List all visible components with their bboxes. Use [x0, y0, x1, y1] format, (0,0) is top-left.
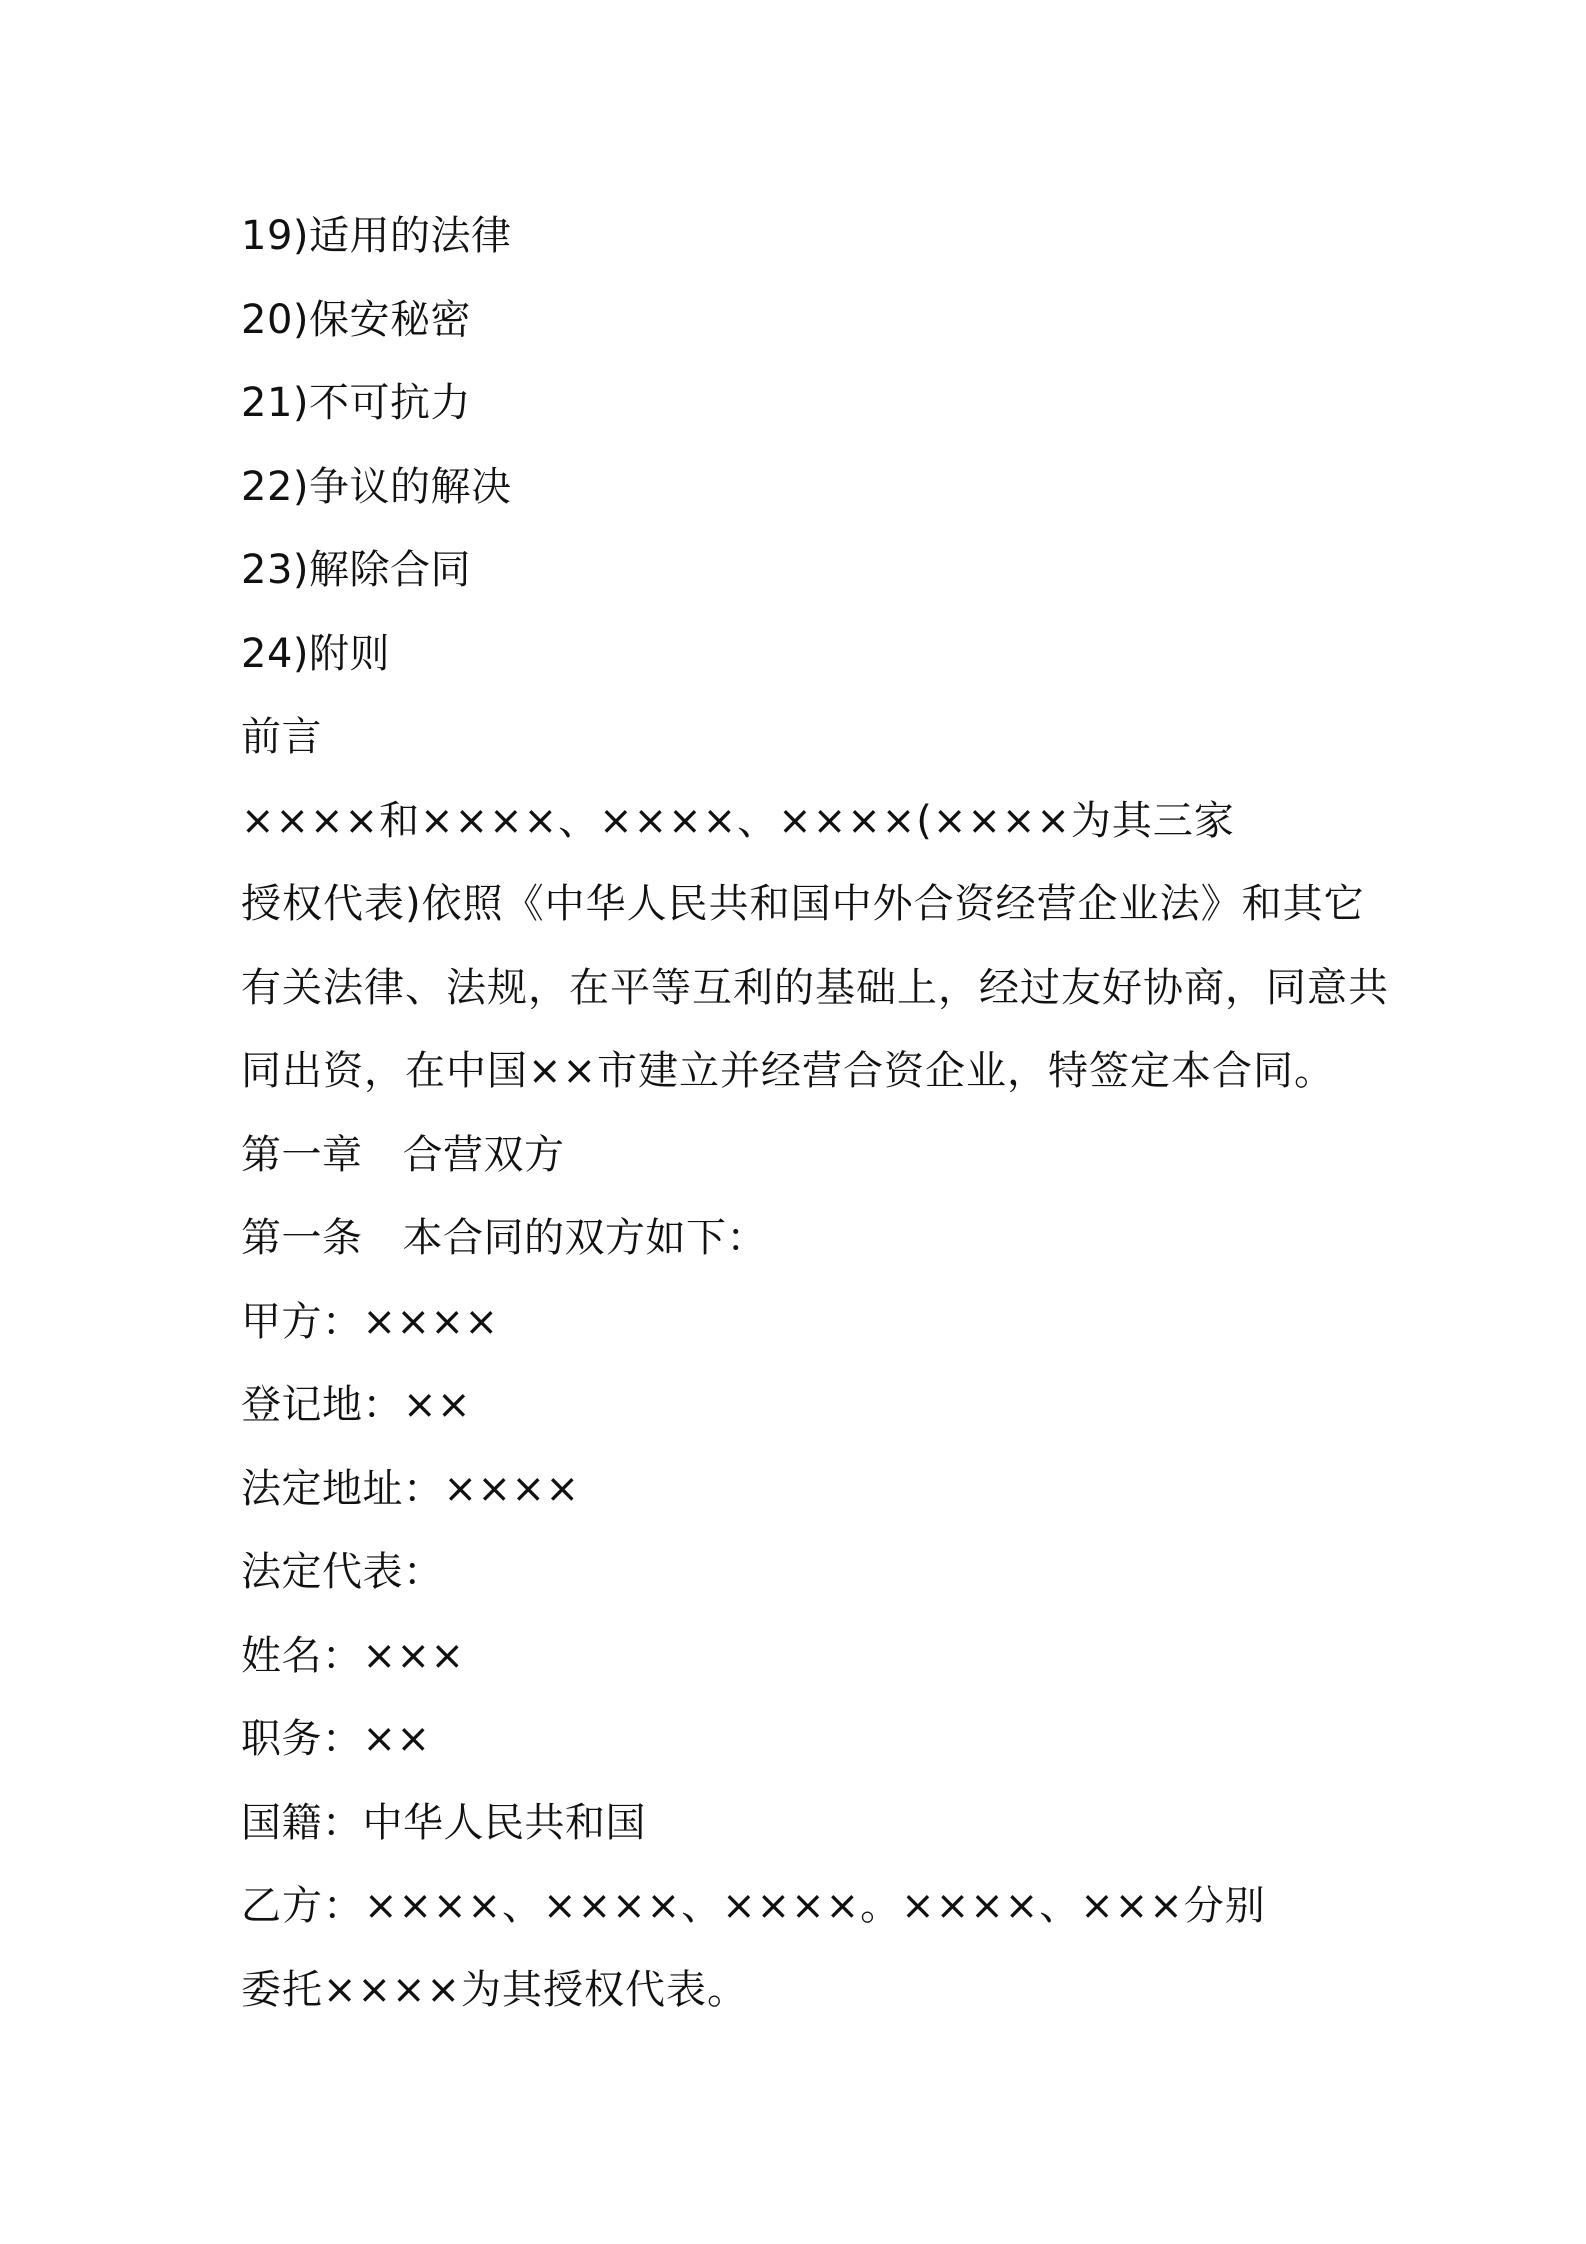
party-a-legal-rep: 法定代表：	[241, 1549, 444, 1595]
preface-line: 有关法律、法规，在平等互利的基础上，经过友好协商，同意共	[241, 964, 1389, 1011]
party-a-rep-position: 职务：××	[241, 1716, 431, 1762]
party-b-line: 委托××××为其授权代表。	[241, 1966, 749, 2013]
party-b-paragraph	[241, 1865, 1361, 2032]
toc-item-20: 20)保安秘密	[241, 296, 472, 343]
preface-heading: 前言	[241, 714, 322, 760]
toc-item-23: 23)解除合同	[241, 547, 472, 593]
preface-line: 同出资，在中国××市建立并经营合资企业，特签定本合同。	[241, 1048, 1336, 1094]
toc-item-19: 19)适用的法律	[241, 213, 512, 259]
party-a-name: 甲方：××××	[241, 1298, 499, 1345]
document-body	[241, 195, 1389, 2032]
chapter-title: 合营双方	[402, 1131, 565, 1178]
preface-line: ××××和××××、××××、××××(××××为其三家	[241, 797, 1235, 844]
toc-item-22: 22)争议的解决	[241, 463, 512, 510]
article-heading	[241, 1197, 1361, 1281]
preface-line: 授权代表)依照《中华人民共和国中外合资经营企业法》和其它	[241, 881, 1365, 927]
article-label: 第一条	[241, 1215, 363, 1261]
preface-paragraph	[241, 780, 1389, 1114]
party-a-legal-address: 法定地址：××××	[241, 1465, 580, 1512]
party-a-rep-nationality: 国籍：中华人民共和国	[241, 1799, 646, 1846]
chapter-heading	[241, 1114, 1361, 1198]
article-title: 本合同的双方如下：	[402, 1215, 767, 1261]
toc-item-21: 21)不可抗力	[241, 380, 472, 426]
chapter-label: 第一章	[241, 1131, 363, 1178]
party-a-registration: 登记地：××	[241, 1382, 472, 1428]
party-b-line: 乙方：××××、××××、××××。××××、×××分别	[241, 1883, 1266, 1929]
toc-item-24: 24)附则	[241, 630, 391, 677]
party-a-rep-name: 姓名：×××	[241, 1632, 465, 1679]
